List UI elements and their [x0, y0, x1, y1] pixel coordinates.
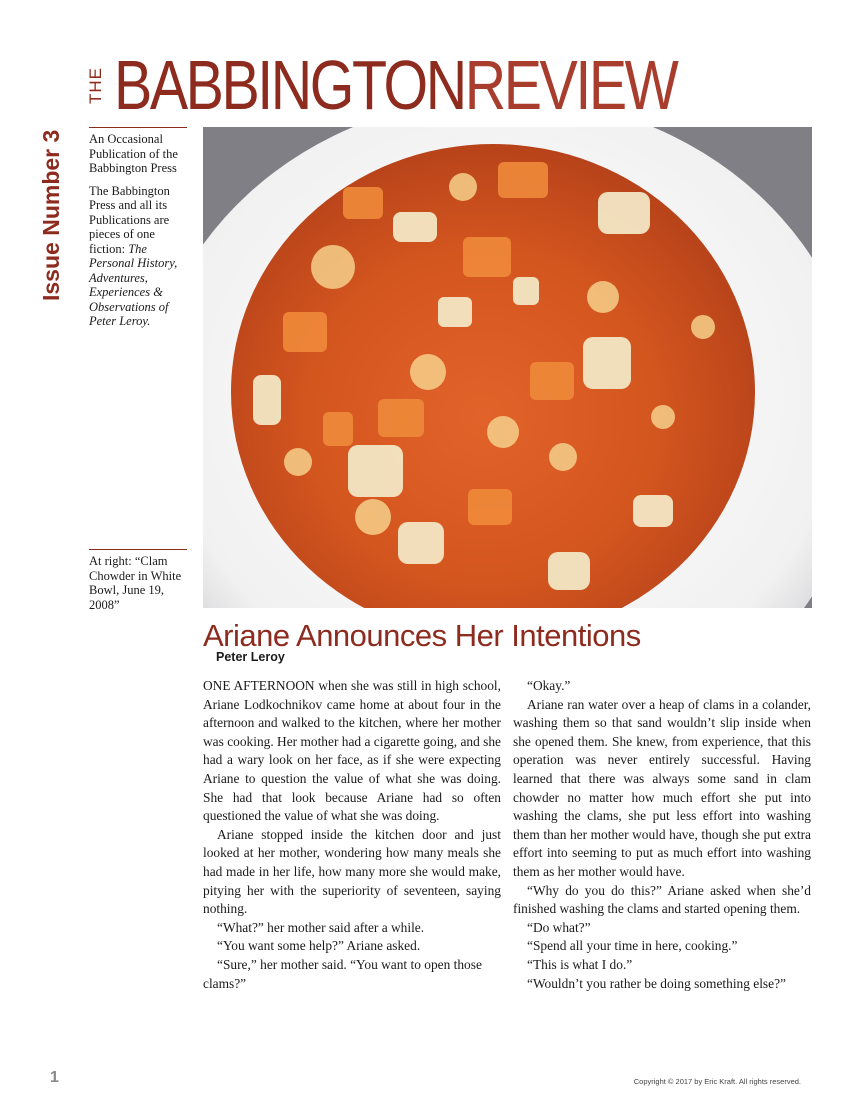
photo-caption [89, 549, 187, 620]
masthead-the: THE [86, 67, 105, 105]
sidebar-fiction-note [89, 184, 187, 329]
article-column-1 [203, 677, 501, 993]
photo-caption-text: At right: “Clam Chowder in White Bowl, June 19, 2008” [89, 554, 182, 612]
sidebar-publication-note: An Occasional Publication of the Babbington Press [89, 132, 178, 175]
paragraph: “Okay.” [527, 678, 571, 693]
article-byline: Peter Leroy [216, 650, 285, 664]
sidebar-about [89, 127, 187, 337]
issue-number: Issue Number 3 [38, 130, 64, 302]
sidebar-fiction-title: The Personal History, Adventures, Experiences & Observations of Peter Leroy. [89, 241, 178, 328]
paragraph: ONE AFTERNOON when she was still in high school, Ariane Lodkochnikov came home at about four in the afternoon and walked to the kitchen, where her mother was cooking. Her mother had a cigarette going, and she had a wary look on her face, as if she were expecting Ariane to question the value of what she was doing. She had that look because Ariane had so often questioned the value of what she was doing. [203, 678, 501, 824]
article-headline: Ariane Announces Her Intentions [203, 618, 641, 653]
paragraph: “This is what I do.” [527, 956, 633, 972]
masthead-review: REVIEW [464, 46, 677, 124]
paragraph: “Do what?” [527, 919, 591, 935]
copyright-notice: Copyright © 2017 by Eric Kraft. All rights reserved. [633, 1077, 801, 1086]
paragraph: “Sure,” her mother said. “You want to open those clams?” [203, 956, 482, 991]
article-column-2 [513, 677, 811, 993]
sidebar-fiction-intro: The Babbington Press and all its Publications are pieces of one fiction: [89, 183, 170, 256]
paragraph: “You want some help?” Ariane asked. [217, 938, 421, 954]
page-number: 1 [50, 1069, 59, 1086]
paragraph: Ariane ran water over a heap of clams in a colander, washing them so that sand wouldn’t slip inside when she opened them. She knew, from experience, that this operation was never entirely successful. Having learned that there was always some sand in clam chowder no matter how much effort she put into washing the clams, she put less effort into washing them than her mother would have, though she put extra effort into seeming to put as much effort into washing them as her mother would have. [513, 696, 811, 879]
paragraph: “Spend all your time in here, cooking.” [527, 938, 738, 954]
paragraph: Ariane stopped inside the kitchen door and just looked at her mother, wondering how many meals she had made in her life, how many more she would make, pitying her with the superiority of seventeen, saying nothing. [203, 826, 501, 917]
clam-chowder-photo [203, 127, 812, 608]
paragraph: “Wouldn’t you rather be doing something else?” [527, 975, 786, 991]
paragraph: “What?” her mother said after a while. [217, 919, 425, 935]
masthead-title [114, 46, 677, 124]
clam-chowder-image [203, 127, 812, 608]
paragraph: “Why do you do this?” Ariane asked when she’d finished washing the clams and started opening them. [513, 882, 811, 917]
masthead-babbington: BABBINGTON [114, 46, 465, 124]
